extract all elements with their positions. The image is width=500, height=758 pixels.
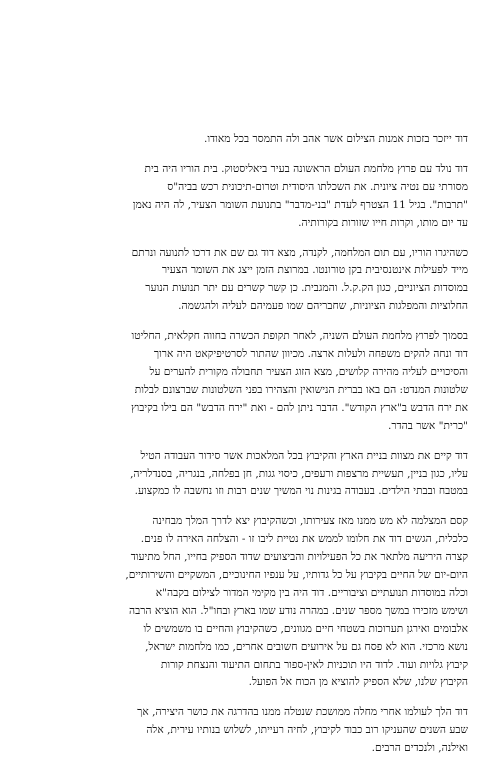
text-line: "כרית" אשר בהדר. [387,419,468,432]
paragraph [32,513,468,692]
text-line: במוסדות הציוניים, כגון הק.ק.ל. והמגבית. כן קשר קשרים עם יתר תנועות הנוער [145,282,468,295]
text-line: מסורתי עם נטיה ציונית. את השכלתו היסודית וטרום-תיכונית רכש בביה"ס [167,180,468,193]
text-line: החלוציות והמפלגות הציוניות, שחבריהם שמו פעמיהם לעליה ולהגשמה. [178,300,468,313]
text-line: וכלה במוסדות תנועתיים וציבוריים. דוד היה בין מקימי המדור לצילום בקבה"א [155,586,468,599]
text-line: במטבח ובבתי הילדים. בעבודה בגינות נוי המשיך שנים רבות וזו נחשבה לו כמקצוע. [134,485,468,498]
text-line: ושימש מזכירו במשך מספר שנים. במהרה נודע שמו בארץ ובחו"ל. הוא הוציא הרבה [129,604,468,617]
text-line: דוד הלך לעולמו אחרי מחלה ממושכת שנטלה ממנו בהדרגה את כושר היצירה, אך [137,706,468,719]
text-line: שלטונות המנדט: הם באו בברית הנישואין והצהירו בפני השלטונות שברצונם לבלות [134,383,468,396]
text-line: דוד ונחה להקים משפחה ולעלות ארצה. מכיוון שהתור לסרטיפיקאט היה ארוך [153,348,468,361]
text-line: מייד לפעילות אינטנסיבית בקן טורונטו. במרוצת הזמן ייצג את השומר הצעיר [161,264,468,277]
paragraph [32,245,468,317]
text-line: את ירח הדבש ב"ארץ הקודש". הדבר ניתן להם - ואת "ירח הדבש" הם בילו בקיבוץ [131,401,468,414]
text-line: דוד ייזכר בזכות אמנות הצילום אשר אהב ולה התמסר בכל מאודו. [203,133,468,145]
text-line: דוד נולד עם פרוץ מלחמת העולם הראשונה בעיר ביאליסטוק. בית הוריו היה בית [144,162,468,175]
text-line: היום-יום של החיים בקיבוץ על כל גדותיו, על ענפיו החינוכיים, המשקיים והשירותיים, [125,569,468,582]
text-line: הקיבוץ שלנו, שלא הספיק להוציא מן הכוח אל הפועל. [248,676,468,689]
text-line: אלבומים ואירגן תערוכות בשטחי חיים מגוונים, כשהקיבוץ והחיים בו משמשים לו [143,622,468,635]
text-line: ואילנה, ולנכדים הרבים. [371,742,468,755]
paragraph [32,131,468,149]
paragraph [32,704,468,758]
text-line: כשהיגרו הוריו, עם תום המלחמה, לקנדה, מצא דוד גם שם את דרכו לתנועה ונרתם [131,246,468,259]
paragraph [32,448,468,502]
text-line: "תרבות". בגיל 11 הצטרף לעדת "בני-מדבר" בתנועת השומר הצעיר, לה היה נאמן [132,198,468,211]
text-line: שבע השנים שהעניקו רוב כבוד לקיבוץ, לחיה רעייתו, לשלוש בנותיו עירית, אלה [146,724,468,737]
text-line: קסם המצלמה לא מש ממנו מאז צעירותו, וכשהקיבוץ יצא לדרך המלך מבחינה [152,515,468,528]
text-line: דוד קיים את מצוות בניית הארץ והקיבוץ בכל המלאכות אשר סידור העבודה הטיל [140,449,468,462]
text-line: עד יום מותו, וקרות חייו שזורות בקורותיה. [298,216,468,229]
text-line: קצרה היריעה מלתאר את כל הפעילויות והביצועים שדוד הספיק בחייו, החל מתיעוד [130,551,468,564]
paragraph [32,328,468,435]
text-line: והסיכויים לעליה מהירה קלושים, מצא הזוג הצעיר תחבולה מקורית להערים על [149,365,468,378]
text-line: עליו, כגון בניין, תעשיית מרצפות ורעפים, כיסוי גגות, חן בפלחה, בנגריה, בסנדלריה, [130,467,468,480]
text-line: כלכלית, הגשים דוד את חלומו לממש את נטיית ליבו זו - והצלחה האירה לו פנים. [140,533,468,546]
text-line: קיבוץ גלויות ועוד. לדוד היו תוכניות לאין-ספור בתחום התיעוד והנצחת קורות [160,658,468,671]
document-body [32,131,468,758]
text-line: נושא מרכזי. הוא לא פסח גם על אירועים חשובים אחרים, כמו מלחמות ישראל, [145,640,468,653]
paragraph [32,161,468,233]
text-line: בסמוך לפרוץ מלחמת העולם השניה, לאחר תקופת הכשרה בחווה חקלאית, החליטו [131,330,468,343]
